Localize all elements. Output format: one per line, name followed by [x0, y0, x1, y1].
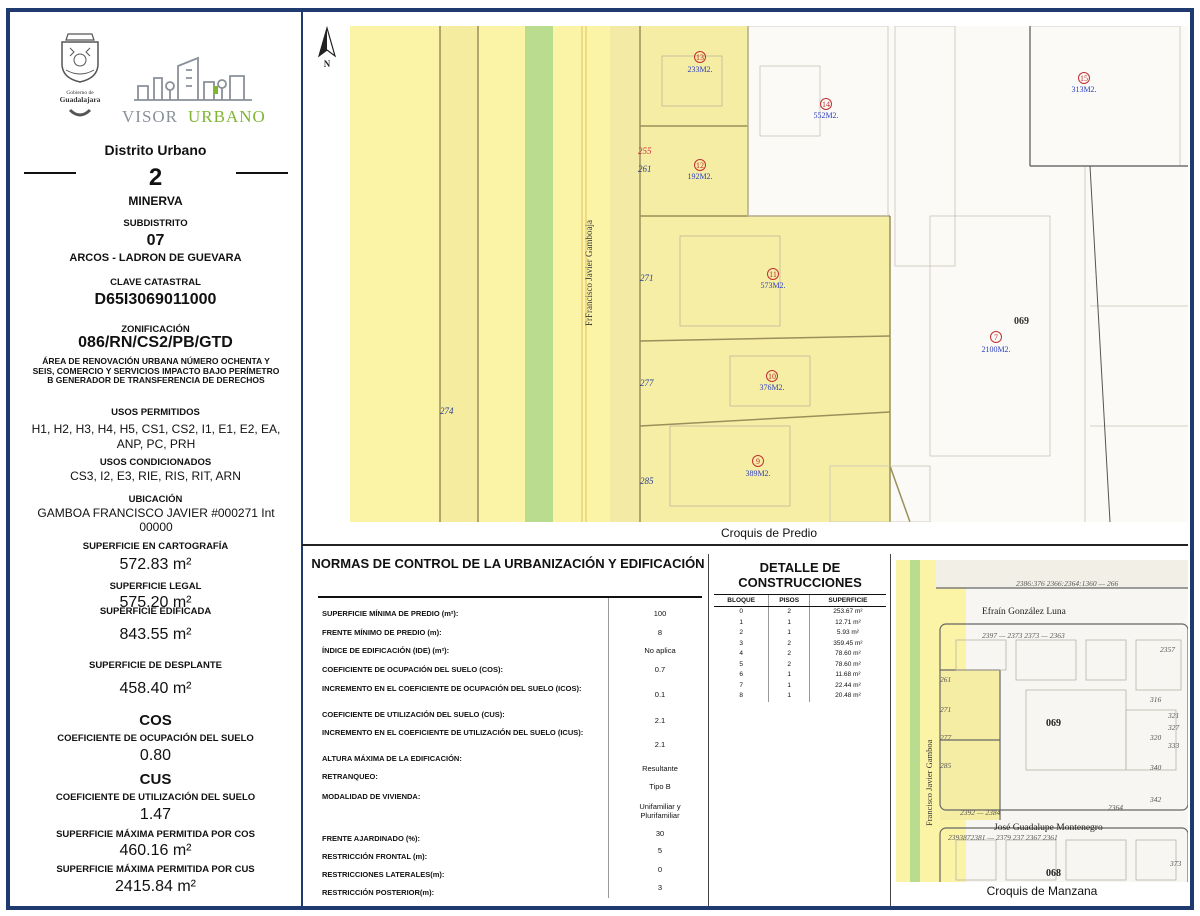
subdistrito-name: ARCOS - LADRON DE GUEVARA — [69, 252, 242, 264]
svg-text:2100M2.: 2100M2. — [981, 345, 1011, 354]
zonificacion-label: ZONIFICACIÓN — [121, 324, 190, 335]
svg-text:Gobierno de: Gobierno de — [66, 90, 94, 96]
svg-text:573M2.: 573M2. — [760, 281, 786, 290]
predio-map — [350, 26, 1188, 522]
max-cus-value: 2415.84 m² — [115, 878, 196, 895]
svg-text:327: 327 — [1168, 723, 1180, 732]
svg-text:376M2.: 376M2. — [759, 383, 785, 392]
svg-text:7: 7 — [994, 333, 998, 342]
svg-text:285: 285 — [940, 761, 952, 770]
svg-text:389M2.: 389M2. — [745, 469, 771, 478]
svg-text:313M2.: 313M2. — [1071, 85, 1097, 94]
distrito-label: Distrito Urbano — [104, 142, 207, 158]
svg-text:277: 277 — [640, 378, 654, 388]
sup-desp-label: SUPERFICIE DE DESPLANTE — [88, 660, 223, 671]
manzana-map — [896, 560, 1188, 882]
svg-text:14: 14 — [822, 100, 830, 109]
usos-permitidos-label: USOS PERMITIDOS — [111, 407, 200, 418]
guadalajara-logo — [52, 30, 108, 122]
svg-text:233M2.: 233M2. — [687, 65, 713, 74]
svg-text:9: 9 — [756, 457, 760, 466]
ubicacion-label: UBICACIÓN — [128, 494, 183, 505]
svg-text:271: 271 — [940, 705, 952, 714]
svg-text:2397 — 2373 2373 — 2363: 2397 — 2373 2373 — 2363 — [982, 631, 1065, 640]
svg-text:VISOR: VISOR — [122, 107, 179, 126]
zonificacion-description: ÁREA DE RENOVACIÓN URBANA NÚMERO OCHENTA Y SEIS, COMERCIO Y SERVICIOS IMPACTO BAJO PERÍMETRO B GENERADOR DE TRANSFERENCIA DE DERECHOS — [32, 356, 280, 385]
svg-text:320: 320 — [1150, 733, 1162, 742]
detalle-panel — [714, 552, 886, 702]
sidebar-divider — [301, 12, 303, 906]
north-arrow-icon — [316, 26, 338, 68]
sup-desp-value: 458.40 m² — [119, 680, 192, 697]
svg-text:192M2.: 192M2. — [687, 172, 713, 181]
normas-column-divider — [608, 598, 609, 898]
table-row: 6 1 11.68 m² — [714, 670, 886, 681]
street-label: FrFrancisco Javier Gamboaja — [584, 220, 594, 326]
clave-value: D65I3069011000 — [94, 291, 217, 308]
svg-text:Efraín González Luna: Efraín González Luna — [982, 607, 1066, 617]
table-row: 0 2 253.67 m² — [714, 607, 886, 618]
table-row: 4 2 78.60 m² — [714, 649, 886, 660]
sup-cart-value: 572.83 m² — [119, 556, 192, 573]
svg-text:316: 316 — [1150, 695, 1162, 704]
svg-text:277: 277 — [940, 733, 952, 742]
svg-text:069: 069 — [1046, 718, 1061, 729]
manzana-caption: Croquis de Manzana — [986, 884, 1098, 898]
svg-text:2364: 2364 — [1108, 803, 1123, 812]
svg-text:11: 11 — [769, 270, 777, 279]
cus-label: COEFICIENTE DE UTILIZACIÓN DEL SUELO — [55, 792, 256, 803]
svg-text:Guadalajara: Guadalajara — [59, 95, 101, 104]
sidebar — [10, 12, 301, 906]
svg-text:069: 069 — [1014, 316, 1029, 327]
sup-edif-value: 843.55 m² — [119, 626, 192, 643]
svg-text:2392 — 2384: 2392 — 2384 — [960, 808, 1001, 817]
svg-text:261: 261 — [940, 675, 952, 684]
sup-cart-label: SUPERFICIE EN CARTOGRAFÍA — [82, 541, 229, 552]
sup-edif-label: SUPERFICIE EDIFICADA — [99, 606, 212, 617]
svg-text:13: 13 — [696, 53, 704, 62]
table-row: 5 2 78.60 m² — [714, 660, 886, 671]
svg-text:321: 321 — [1168, 711, 1180, 720]
section-divider — [302, 544, 1188, 546]
distrito-name: MINERVA — [128, 194, 183, 208]
svg-text:10: 10 — [768, 372, 776, 381]
svg-text:271: 271 — [640, 273, 654, 283]
svg-text:2357: 2357 — [1160, 645, 1175, 654]
usos-permitidos: H1, H2, H3, H4, H5, CS1, CS2, I1, E1, E2, EA, ANP, PC, PRH — [31, 422, 281, 451]
svg-text:068: 068 — [1046, 868, 1061, 879]
cos-title: COS — [139, 712, 172, 729]
subdistrito-number: 07 — [146, 232, 165, 249]
svg-text:333: 333 — [1168, 741, 1180, 750]
normas-title: NORMAS DE CONTROL DE LA URBANIZACIÓN Y EDIFICACIÓN — [311, 556, 705, 571]
svg-text:José Guadalupe Montenegro: José Guadalupe Montenegro — [994, 823, 1103, 833]
svg-text:Francisco Javier Gamboa: Francisco Javier Gamboa — [924, 739, 934, 826]
svg-text:255: 255 — [638, 146, 652, 156]
sup-legal-value: 575.20 m² — [119, 594, 192, 611]
usos-condicionados: CS3, I2, E3, RIE, RIS, RIT, ARN — [70, 469, 241, 483]
svg-text:2393872381 — 2379 237 2367 236: 2393872381 — 2379 237 2367 2361 — [948, 833, 1058, 842]
normas-title-rule — [318, 596, 702, 598]
zonificacion-value: 086/RN/CS2/PB/GTD — [78, 334, 233, 351]
cos-label: COEFICIENTE DE OCUPACIÓN DEL SUELO — [57, 733, 254, 744]
table-row: 2 1 5.93 m² — [714, 628, 886, 639]
detalle-title: DETALLE DE CONSTRUCCIONES — [738, 560, 862, 590]
table-row: 1 1 12.71 m² — [714, 618, 886, 629]
svg-text:373: 373 — [1170, 859, 1182, 868]
column-divider — [708, 554, 709, 906]
ubicacion-value: GAMBOA FRANCISCO JAVIER #000271 Int 00000 — [37, 506, 275, 534]
page-frame — [6, 8, 1194, 910]
normas-panel: NORMAS DE CONTROL DE LA URBANIZACIÓN Y EDIFICACIÓN SUPERFICIE MÍNIMA DE PREDIO (m²): 100 FRENTE MÍNIMO DE PREDIO (m): 8 ÍNDICE DE EDIFICACIÓN (IDE) (m²): No aplica COEFICIENTE DE OCUPACIÓN DEL SUELO (COS): 0.7 INCREMENTO EN EL COEFICIENTE DE OCUPACIÓN DEL SUELO (ICOS): 0.1 COEFICIENTE DE UTILIZACIÓN DEL SUELO (CUS): 2.1 INCREMENTO EN EL COEFICIENTE DE UTILIZACIÓN DEL SUELO (ICUS): 2.1 ALTURA MÁXIMA DE LA EDIFICACIÓN: Resultante RETRANQUEO: Tipo B MODALIDAD DE VIVIENDA: Unifamiliar y Plurifamiliar FRENTE AJARDINADO (%): 30 RESTRICCIÓN FRONTAL (m): 5 RESTRICCIONES LATERALES(m): 0 RESTRICCIÓN POSTERIOR(m): 3 — [311, 556, 705, 897]
svg-text:552M2.: 552M2. — [813, 111, 839, 120]
table-row: 7 1 22.44 m² — [714, 681, 886, 692]
svg-text:URBANO: URBANO — [188, 107, 266, 126]
svg-text:261: 261 — [638, 164, 652, 174]
sup-legal-label: SUPERFICIE LEGAL — [109, 581, 202, 592]
cus-title: CUS — [139, 771, 172, 788]
svg-text:N: N — [323, 59, 331, 68]
svg-text:342: 342 — [1150, 795, 1162, 804]
svg-text:12: 12 — [696, 161, 704, 170]
max-cos-label: SUPERFICIE MÁXIMA PERMITIDA POR COS — [56, 829, 255, 840]
column-divider — [890, 554, 891, 906]
svg-text:274: 274 — [440, 406, 454, 416]
svg-text:340: 340 — [1150, 763, 1162, 772]
predio-caption: Croquis de Predio — [720, 526, 818, 540]
subdistrito-label: SUBDISTRITO — [123, 218, 188, 229]
cus-value: 1.47 — [139, 806, 172, 823]
svg-text:15: 15 — [1080, 74, 1088, 83]
max-cos-value: 460.16 m² — [119, 842, 192, 859]
cos-value: 0.80 — [139, 747, 172, 764]
table-header: BLOQUE PISOS SUPERFICIE — [714, 595, 886, 607]
distrito-number: 2 — [148, 164, 163, 191]
visor-urbano-logo — [114, 46, 274, 126]
usos-condicionados-label: USOS CONDICIONADOS — [99, 457, 212, 468]
table-row: 8 1 20.48 m² — [714, 691, 886, 702]
svg-text:2386:376 2366:2364:1360 — 266: 2386:376 2366:2364:1360 — 266 — [1016, 579, 1119, 588]
table-row: 3 2 359.45 m² — [714, 639, 886, 650]
max-cus-label: SUPERFICIE MÁXIMA PERMITIDA POR CUS — [56, 864, 255, 875]
clave-label: CLAVE CATASTRAL — [110, 277, 201, 288]
svg-text:285: 285 — [640, 476, 654, 486]
construcciones-table — [714, 594, 886, 702]
